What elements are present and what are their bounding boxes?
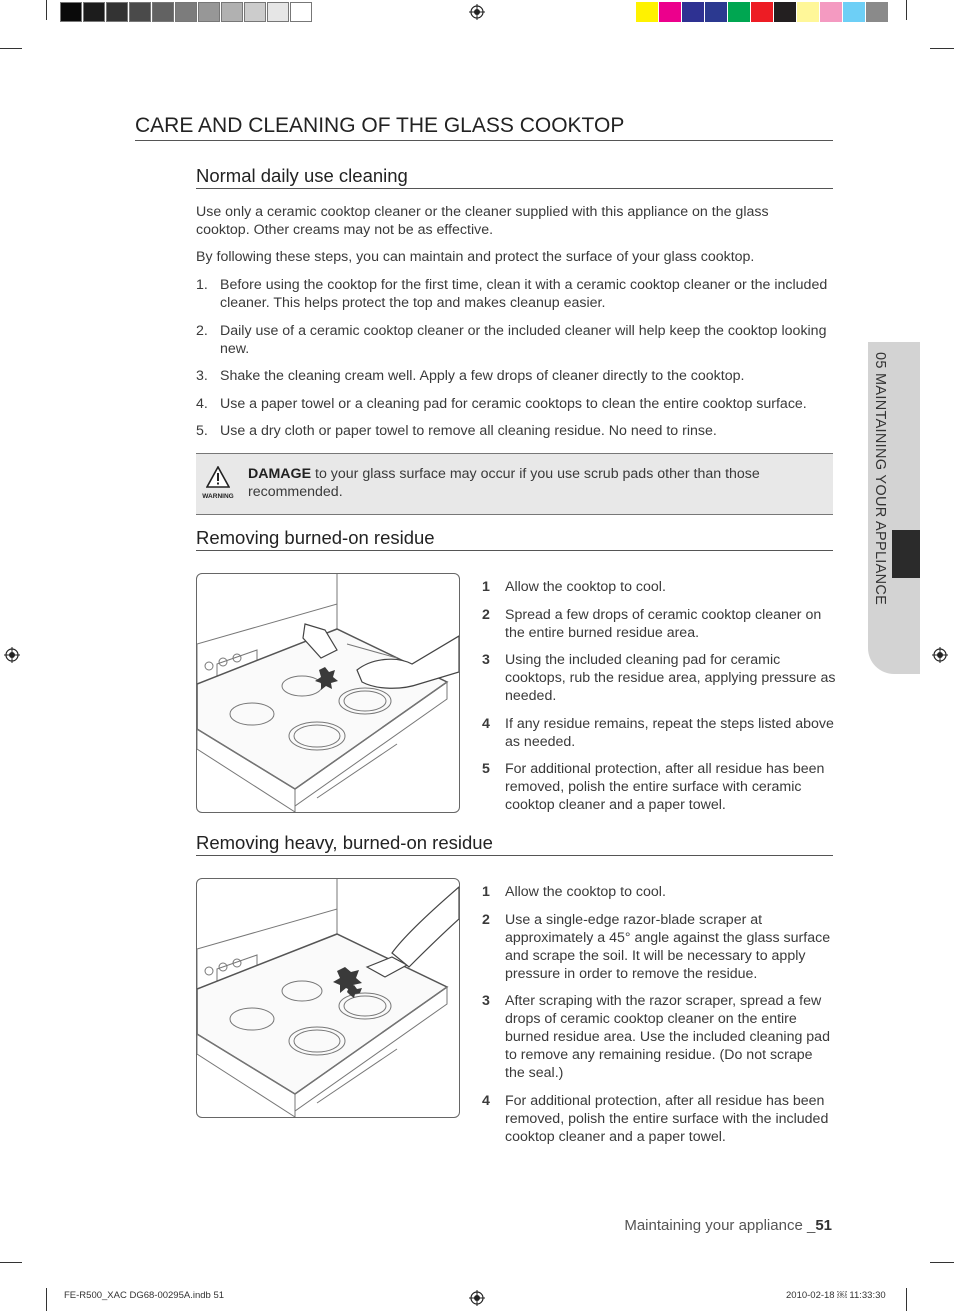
burned-steps-list bbox=[482, 578, 836, 824]
gray-swatch bbox=[152, 2, 174, 22]
step-number: 2 bbox=[482, 911, 490, 928]
registration-crosshair-icon bbox=[4, 647, 20, 663]
gray-swatch bbox=[106, 2, 128, 22]
trim-mark bbox=[46, 1288, 47, 1311]
color-swatch bbox=[682, 2, 704, 22]
list-item bbox=[482, 606, 836, 642]
cooktop-cleaning-illustration bbox=[196, 573, 460, 813]
registration-crosshair-icon bbox=[469, 4, 485, 20]
step-text: Spread a few drops of ceramic cooktop cleaner on the entire burned residue area. bbox=[505, 606, 822, 641]
step-number: 2. bbox=[196, 322, 208, 339]
daily-intro-paragraph-2: By following these steps, you can maintain and protect the surface of your glass cooktop. bbox=[196, 249, 755, 265]
color-swatch bbox=[636, 2, 658, 22]
step-text: Use a single-edge razor-blade scraper at approximately a 45° angle against the glass surface and scrape the soil. It will be necessary to apply pressure in order to remove the residue. bbox=[505, 911, 831, 982]
warning-text bbox=[248, 465, 808, 501]
list-item bbox=[196, 395, 836, 413]
step-number: 1 bbox=[482, 579, 490, 595]
grayscale-registration-bar bbox=[60, 2, 313, 22]
step-number: 5. bbox=[196, 423, 208, 439]
daily-steps-list bbox=[196, 276, 836, 450]
list-item bbox=[196, 276, 836, 312]
step-text: After scraping with the razor scraper, spread a few drops of ceramic cooktop cleaner on the entire burned residue area. Use the included cleaning pad to remove any remaining residue. (Do not scrape the seal.) bbox=[505, 993, 830, 1081]
print-slug-date: 2010-02-18 ￼ 11:33:30 bbox=[786, 1290, 886, 1301]
trim-mark bbox=[0, 48, 22, 49]
step-number: 4 bbox=[482, 715, 490, 732]
gray-swatch bbox=[244, 2, 266, 22]
list-item bbox=[196, 322, 836, 358]
color-swatch bbox=[659, 2, 681, 22]
warning-callout bbox=[196, 453, 833, 515]
list-item bbox=[482, 651, 836, 705]
step-number: 3 bbox=[482, 652, 490, 668]
list-item bbox=[482, 715, 836, 751]
print-slug-file: FE-R500_XAC DG68-00295A.indb 51 bbox=[64, 1290, 225, 1301]
step-text: For additional protection, after all residue has been removed, polish the entire surface with ceramic cooktop cleaner and a paper towel. bbox=[505, 761, 825, 813]
color-swatch bbox=[774, 2, 796, 22]
trim-mark bbox=[906, 0, 907, 20]
step-text: If any residue remains, repeat the steps listed above as needed. bbox=[505, 715, 834, 750]
gray-swatch bbox=[175, 2, 197, 22]
gray-swatch bbox=[221, 2, 243, 22]
gray-swatch bbox=[83, 2, 105, 22]
step-text: Daily use of a ceramic cooktop cleaner or the included cleaner will help keep the cooktop looking new. bbox=[220, 322, 827, 357]
trim-mark bbox=[46, 0, 47, 20]
gray-swatch bbox=[129, 2, 151, 22]
gray-swatch bbox=[198, 2, 220, 22]
trim-mark bbox=[906, 1288, 907, 1311]
gray-swatch bbox=[267, 2, 289, 22]
step-number: 3 bbox=[482, 993, 490, 1009]
cooktop-wiping-image bbox=[197, 574, 459, 812]
step-text: Use a dry cloth or paper towel to remove all cleaning residue. No need to rinse. bbox=[220, 423, 717, 439]
list-item bbox=[482, 911, 836, 983]
footer-label: Maintaining your appliance _ bbox=[624, 1217, 816, 1234]
color-swatch bbox=[728, 2, 750, 22]
cooktop-scraping-illustration bbox=[196, 878, 460, 1118]
step-text: Allow the cooktop to cool. bbox=[505, 884, 666, 900]
page-footer bbox=[624, 1217, 832, 1234]
step-number: 3. bbox=[196, 368, 208, 384]
step-text: Shake the cleaning cream well. Apply a few drops of cleaner directly to the cooktop. bbox=[220, 368, 745, 384]
list-item bbox=[196, 422, 836, 440]
chapter-tab-label: 05 MAINTAINING YOUR APPLIANCE bbox=[872, 352, 888, 606]
list-item bbox=[196, 367, 836, 385]
list-item bbox=[482, 578, 836, 596]
cooktop-scraper-image bbox=[197, 879, 459, 1117]
step-number: 1 bbox=[482, 884, 490, 900]
color-swatch bbox=[705, 2, 727, 22]
step-number: 4 bbox=[482, 1092, 490, 1109]
heavy-steps-list bbox=[482, 883, 836, 1155]
color-swatch bbox=[751, 2, 773, 22]
list-item bbox=[482, 883, 836, 901]
step-text: Use a paper towel or a cleaning pad for ceramic cooktops to clean the entire cooktop surface. bbox=[220, 395, 807, 412]
step-number: 2 bbox=[482, 606, 490, 623]
section-heading-daily: Normal daily use cleaning bbox=[196, 165, 833, 189]
page-number: 51 bbox=[815, 1217, 832, 1234]
list-item bbox=[482, 1092, 836, 1146]
step-text: Before using the cooktop for the first time, clean it with a ceramic cooktop cleaner or the included cleaner. This helps protect the top and makes cleanup easier. bbox=[220, 277, 828, 311]
step-text: Allow the cooktop to cool. bbox=[505, 579, 666, 595]
warning-triangle-icon bbox=[206, 466, 230, 488]
trim-mark bbox=[930, 48, 954, 49]
chapter-tab-marker bbox=[892, 530, 920, 578]
trim-mark bbox=[0, 1262, 22, 1263]
color-swatch bbox=[797, 2, 819, 22]
registration-crosshair-icon bbox=[469, 1290, 485, 1306]
warning-bold: DAMAGE bbox=[248, 466, 312, 482]
color-swatch bbox=[820, 2, 842, 22]
warning-badge bbox=[200, 466, 236, 500]
trim-mark bbox=[930, 1262, 954, 1263]
color-swatch bbox=[843, 2, 865, 22]
warning-body: to your glass surface may occur if you use scrub pads other than those recommended. bbox=[248, 466, 760, 500]
page-title: CARE AND CLEANING OF THE GLASS COOKTOP bbox=[135, 114, 833, 141]
step-text: For additional protection, after all residue has been removed, polish the entire surface with the included cooktop cleaner and a paper towel. bbox=[505, 1092, 829, 1145]
step-text: Using the included cleaning pad for ceramic cooktops, rub the residue area, applying pressure as needed. bbox=[505, 652, 836, 704]
section-heading-heavy: Removing heavy, burned-on residue bbox=[196, 832, 833, 856]
color-registration-bar bbox=[636, 2, 889, 22]
list-item bbox=[482, 760, 836, 814]
color-swatch bbox=[866, 2, 888, 22]
registration-crosshair-icon bbox=[932, 647, 948, 663]
daily-intro-paragraph: Use only a ceramic cooktop cleaner or the cleaner supplied with this appliance on the glass cooktop. Other creams may not be as effective. bbox=[196, 204, 769, 238]
section-heading-burned: Removing burned-on residue bbox=[196, 527, 833, 551]
gray-swatch bbox=[60, 2, 82, 22]
gray-swatch bbox=[290, 2, 312, 22]
warning-icon-label: WARNING bbox=[202, 493, 234, 500]
list-item bbox=[482, 992, 836, 1082]
step-number: 1. bbox=[196, 277, 208, 293]
step-number: 4. bbox=[196, 395, 208, 412]
step-number: 5 bbox=[482, 761, 490, 777]
